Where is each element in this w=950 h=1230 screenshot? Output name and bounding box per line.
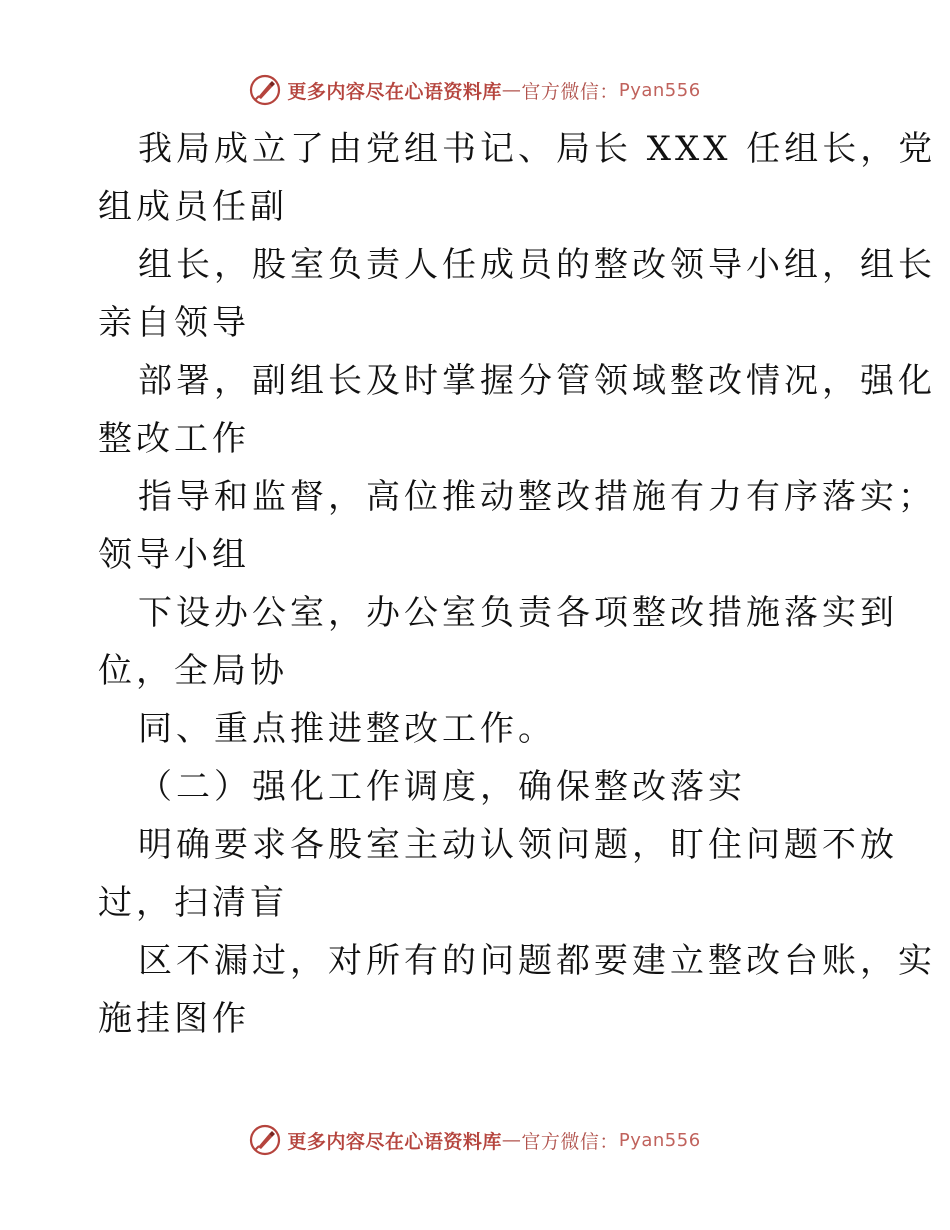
text-line: 部署，副组长及时掌握分管领域整改情况，强化 xyxy=(138,361,936,401)
footer-wechat-label: 官方微信： xyxy=(521,1130,619,1153)
text-line: 整改工作 xyxy=(98,419,250,459)
footer-wechat-id: Pyan556 xyxy=(618,1129,701,1151)
text-line: 区不漏过，对所有的问题都要建立整改台账，实 xyxy=(138,941,936,981)
text-line: 组成员任副 xyxy=(98,187,288,227)
header-brand-text: 更多内容尽在心语资料库 xyxy=(287,80,502,103)
text-line: 同、重点推进整改工作。 xyxy=(138,709,556,749)
pen-logo-icon xyxy=(249,74,281,106)
text-line: 指导和监督，高位推动整改措施有力有序落实； xyxy=(138,477,936,517)
text-line: 明确要求各股室主动认领问题，盯住问题不放 xyxy=(138,825,898,865)
section-heading: （二）强化工作调度，确保整改落实 xyxy=(138,767,746,807)
footer-separator: — xyxy=(501,1129,522,1151)
text-line: 过，扫清盲 xyxy=(98,883,288,923)
document-body xyxy=(98,120,937,1048)
footer-banner xyxy=(0,1120,950,1160)
header-separator: — xyxy=(501,79,522,101)
text-line: 组长，股室负责人任成员的整改领导小组，组长 xyxy=(138,245,936,285)
text-line: 亲自领导 xyxy=(98,303,250,343)
header-banner xyxy=(0,70,950,110)
text-line: 下设办公室，办公室负责各项整改措施落实到 xyxy=(138,593,898,633)
footer-brand-text: 更多内容尽在心语资料库 xyxy=(287,1130,502,1153)
text-line: 领导小组 xyxy=(98,535,250,575)
header-wechat-label: 官方微信： xyxy=(521,80,619,103)
pen-logo-icon xyxy=(249,1124,281,1156)
text-line: 施挂图作 xyxy=(98,999,250,1039)
text-line: 位，全局协 xyxy=(98,651,288,691)
header-wechat-id: Pyan556 xyxy=(618,79,701,101)
text-line: 我局成立了由党组书记、局长 XXX 任组长，党 xyxy=(138,129,937,169)
